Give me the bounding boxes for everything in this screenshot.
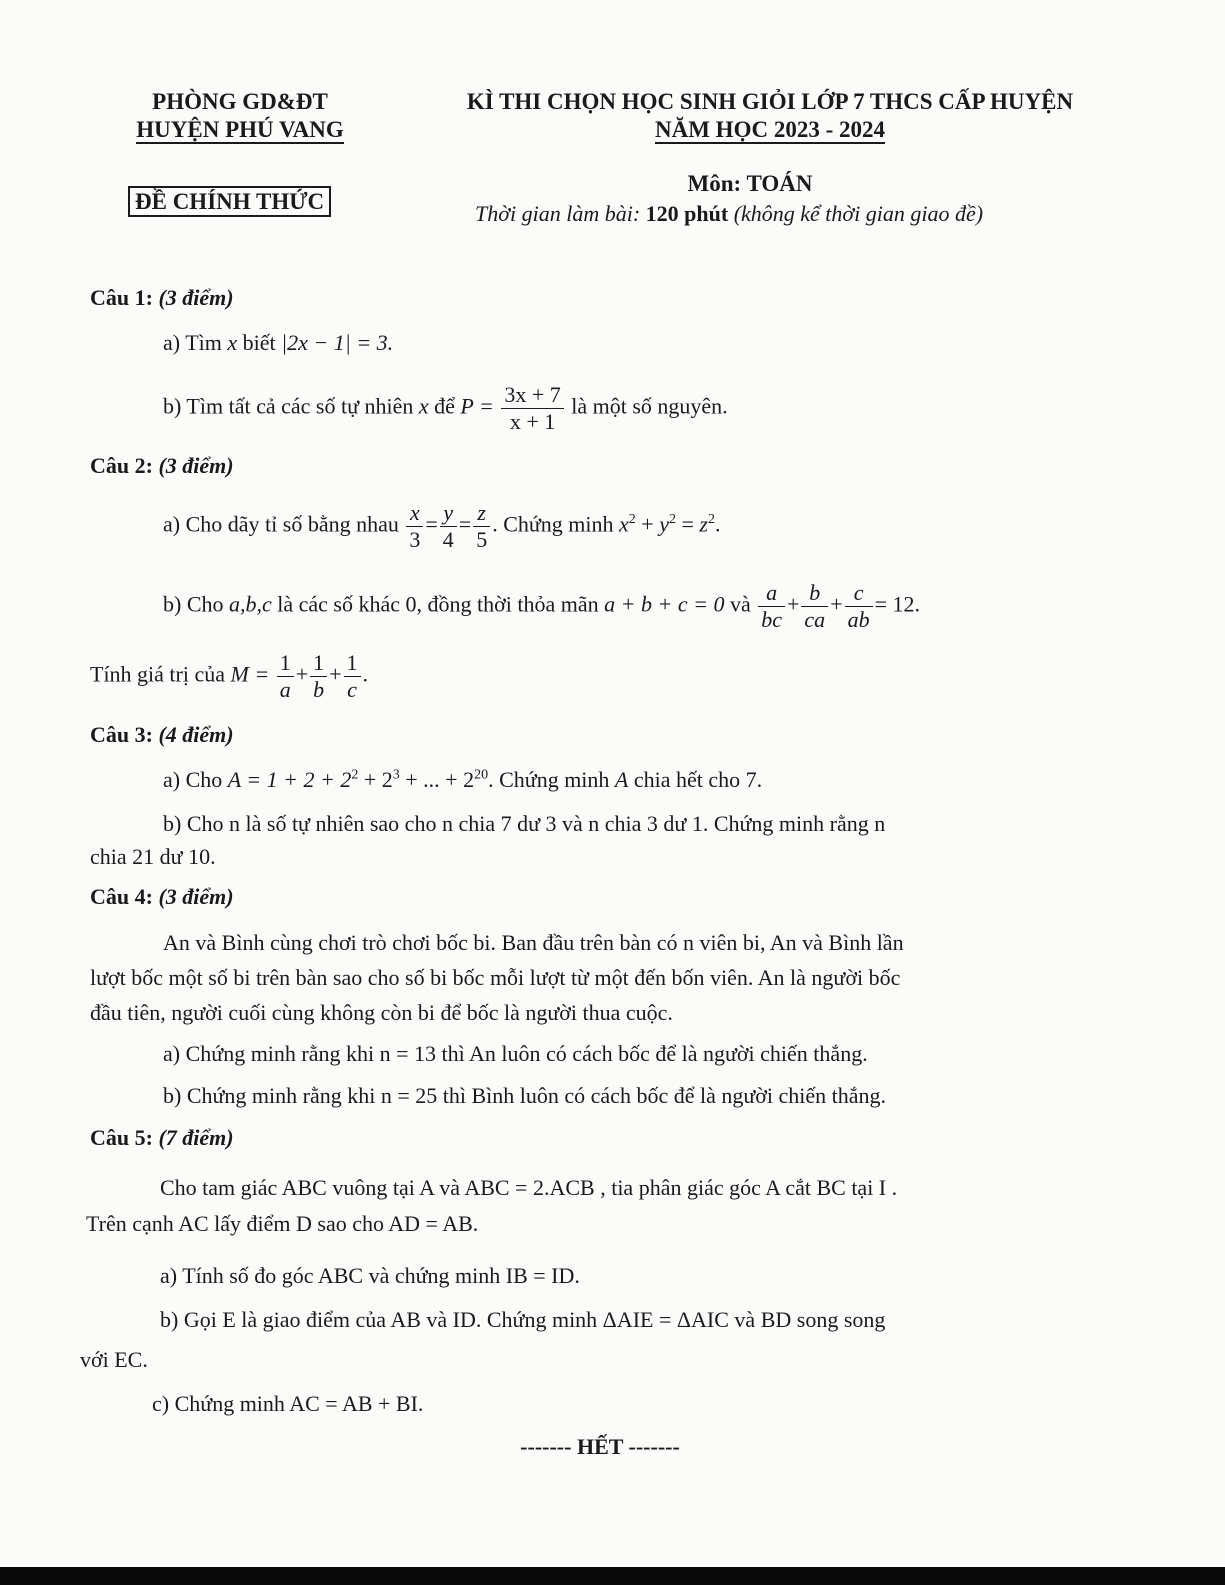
question-title: Câu 4: (90, 884, 153, 909)
time-note: (không kể thời gian giao đề) (733, 201, 984, 226)
fraction-numerator: 1 (277, 650, 294, 677)
q2b2-frac-c (344, 650, 361, 703)
fraction-numerator: z (473, 500, 490, 527)
q4-part-b: b) Chứng minh rằng khi n = 25 thì Bình luôn có cách bốc để là người chiến thắng. (163, 1083, 887, 1108)
q2b-vars: a,b,c (229, 591, 272, 617)
fraction-numerator: x (406, 500, 423, 527)
question-title: Câu 2: (90, 453, 153, 478)
q3-part-b-line1: b) Cho n là số tự nhiên sao cho n chia 7 dư 3 và n chia 3 dư 1. Chứng minh rằng n (163, 811, 886, 836)
q1a-expression: |2x − 1| = 3. (281, 330, 394, 355)
q2b-frac-c (845, 580, 873, 633)
q2b2-text: Tính giá trị của (90, 661, 226, 687)
exam-title-block (415, 88, 1125, 144)
q2a-z: z (699, 511, 708, 537)
department-line1: PHÒNG GD&ĐT (152, 89, 328, 114)
q2-part-a: a) Cho dãy tỉ số bằng nhau $\frac{x}{3}$ = $\frac{y}{4}$ = $\frac{z}{5}$ . Chứng minh $x^2 + y^2 = z^2$. (163, 500, 721, 552)
question-points: (3 điểm) (158, 285, 234, 310)
q1a-mid: biết (242, 330, 276, 355)
exam-title: KÌ THI CHỌN HỌC SINH GIỎI LỚP 7 THCS CẤP HUYỆN (466, 89, 1074, 114)
q1a-var: x (227, 330, 238, 355)
exponent: 20 (474, 767, 489, 783)
fraction-denominator: bc (761, 607, 782, 632)
q4-paragraph-line3: đầu tiên, người cuối cùng không còn bi để bốc là người thua cuộc. (90, 1000, 673, 1025)
fraction-denominator: c (347, 677, 357, 702)
subject: Môn: TOÁN (687, 171, 813, 196)
q2a-y: y (659, 511, 669, 537)
q4-paragraph-line1: An và Bình cùng chơi trò chơi bốc bi. Ban đầu trên bàn có n viên bi, An và Bình lần (163, 930, 904, 955)
official-exam-label: ĐỀ CHÍNH THỨC (128, 186, 331, 217)
fraction-denominator: ab (847, 607, 870, 632)
fraction-numerator: 1 (344, 650, 361, 677)
q3a-expr: A = 1 + 2 + 2 (227, 767, 352, 792)
q3a-term20: + ... + 2 (405, 767, 475, 792)
fraction-denominator: a (279, 677, 291, 702)
time-prefix: Thời gian làm bài: (475, 201, 641, 226)
exponent: 2 (351, 767, 359, 783)
department-name: HUYỆN PHÚ VANG (136, 117, 344, 142)
time-line (475, 200, 983, 228)
question-title: Câu 5: (90, 1125, 153, 1150)
q1-part-b (163, 382, 728, 435)
q2b2-frac-b (310, 650, 327, 703)
exponent: 2 (668, 512, 676, 528)
q3-part-b-line2: chia 21 dư 10. (90, 844, 216, 869)
q1b-P: P = (460, 393, 494, 419)
school-year-line (415, 116, 1125, 144)
fraction-denominator: x + 1 (509, 409, 556, 434)
q4-part-a: a) Chứng minh rằng khi n = 13 thì An luôn có cách bốc để là người chiến thắng. (163, 1041, 868, 1066)
department-block (110, 88, 370, 144)
q2b-and: và (729, 591, 751, 617)
q2a-x: x (619, 511, 629, 537)
school-year: NĂM HỌC 2023 - 2024 (655, 117, 885, 142)
q3a-end: . Chứng minh (488, 767, 610, 792)
time-value: 120 phút (645, 201, 729, 226)
question-points: (3 điểm) (158, 884, 234, 909)
fraction-numerator: y (440, 500, 457, 527)
q4-paragraph-line2: lượt bốc một số bi trên bàn sao cho số bi bốc mỗi lượt từ một đến bốn viên. An là người bốc (90, 965, 901, 990)
q2-part-b: b) Cho a,b,c là các số khác 0, đồng thời thỏa mãn a + b + c = 0 và $\frac{a}{bc}$ + $\frac{b}{ca}$ + $\frac{c}{ab}$ = 12. (163, 580, 921, 632)
fraction-denominator: 5 (476, 527, 488, 552)
q3a-A: A (614, 767, 629, 792)
q3a-term3: + 2 (363, 767, 393, 792)
exponent: 3 (392, 767, 400, 783)
department-line2 (110, 116, 370, 144)
fraction-numerator: b (801, 580, 828, 607)
question-4-heading (90, 884, 234, 910)
question-5-heading (90, 1125, 234, 1151)
fraction-numerator: 1 (310, 650, 327, 677)
fraction-numerator: c (845, 580, 873, 607)
q1b-fraction (501, 382, 563, 435)
q2b2-M: M = (230, 661, 270, 687)
page-bottom-border (0, 1567, 1225, 1585)
q1b-text: b) Tìm tất cả các số tự nhiên (163, 393, 414, 419)
q1b-end: là một số nguyên. (571, 393, 728, 419)
fraction-denominator: ca (804, 607, 826, 632)
fraction-denominator: 4 (442, 527, 454, 552)
q1b-var: x (418, 393, 429, 419)
q2b-text: b) Cho (163, 591, 224, 617)
q2a-frac-x (406, 500, 423, 553)
question-points: (3 điểm) (158, 453, 234, 478)
question-2-heading (90, 453, 234, 479)
q2a-mid: . Chứng minh (492, 511, 614, 537)
q5-paragraph-line1: Cho tam giác ABC vuông tại A và ABC = 2.ACB , tia phân giác góc A cắt BC tại I . (160, 1175, 898, 1200)
fraction-numerator: 3x + 7 (501, 382, 563, 409)
q2-part-b-line2: Tính giá trị của M = $\frac{1}{a}$ + $\frac{1}{b}$ + $\frac{1}{c}$ . (90, 650, 369, 702)
q5-part-a: a) Tính số đo góc ABC và chứng minh IB = ID. (160, 1263, 580, 1288)
question-title: Câu 1: (90, 285, 153, 310)
fraction-denominator: b (313, 677, 325, 702)
q1b-mid: để (434, 393, 455, 419)
q3a-end2: chia hết cho 7. (633, 767, 763, 792)
q2b-mid1: là các số khác (277, 591, 401, 617)
q2b2-frac-a (277, 650, 294, 703)
q2a-frac-z (473, 500, 490, 553)
q1-part-a (163, 329, 393, 357)
q5-part-c: c) Chứng minh AC = AB + BI. (152, 1391, 424, 1416)
q2b-sum: a + b + c = 0 (604, 591, 725, 617)
question-3-heading (90, 722, 234, 748)
q5-part-b-line1: b) Gọi E là giao điểm của AB và ID. Chứng minh ΔAIE = ΔAIC và BD song song (160, 1307, 886, 1332)
q2a-frac-y (440, 500, 457, 553)
q2b-frac-a (758, 580, 785, 633)
q3-part-a (163, 766, 762, 794)
q2b-frac-b (801, 580, 828, 633)
q3a-text: a) Cho (163, 767, 223, 792)
fraction-numerator: a (758, 580, 785, 607)
question-title: Câu 3: (90, 722, 153, 747)
end-mark: ------- HẾT ------- (520, 1434, 680, 1459)
q5-paragraph-line2: Trên cạnh AC lấy điểm D sao cho AD = AB. (86, 1211, 479, 1236)
official-label-wrap (128, 188, 331, 216)
q2b-eq: = 12. (874, 591, 921, 617)
question-points: (7 điểm) (158, 1125, 234, 1150)
question-points: (4 điểm) (158, 722, 234, 747)
fraction-denominator: 3 (409, 527, 421, 552)
q2a-text: a) Cho dãy tỉ số bằng nhau (163, 511, 399, 537)
exponent: 2 (628, 512, 636, 528)
exponent: 2 (707, 512, 715, 528)
q2b-zero: 0 (405, 591, 417, 617)
question-1-heading (90, 285, 234, 311)
q1a-text: a) Tìm (163, 330, 222, 355)
q2b-mid2: , đồng thời thỏa mãn (416, 591, 599, 617)
q5-part-b-line2: với EC. (80, 1347, 148, 1372)
